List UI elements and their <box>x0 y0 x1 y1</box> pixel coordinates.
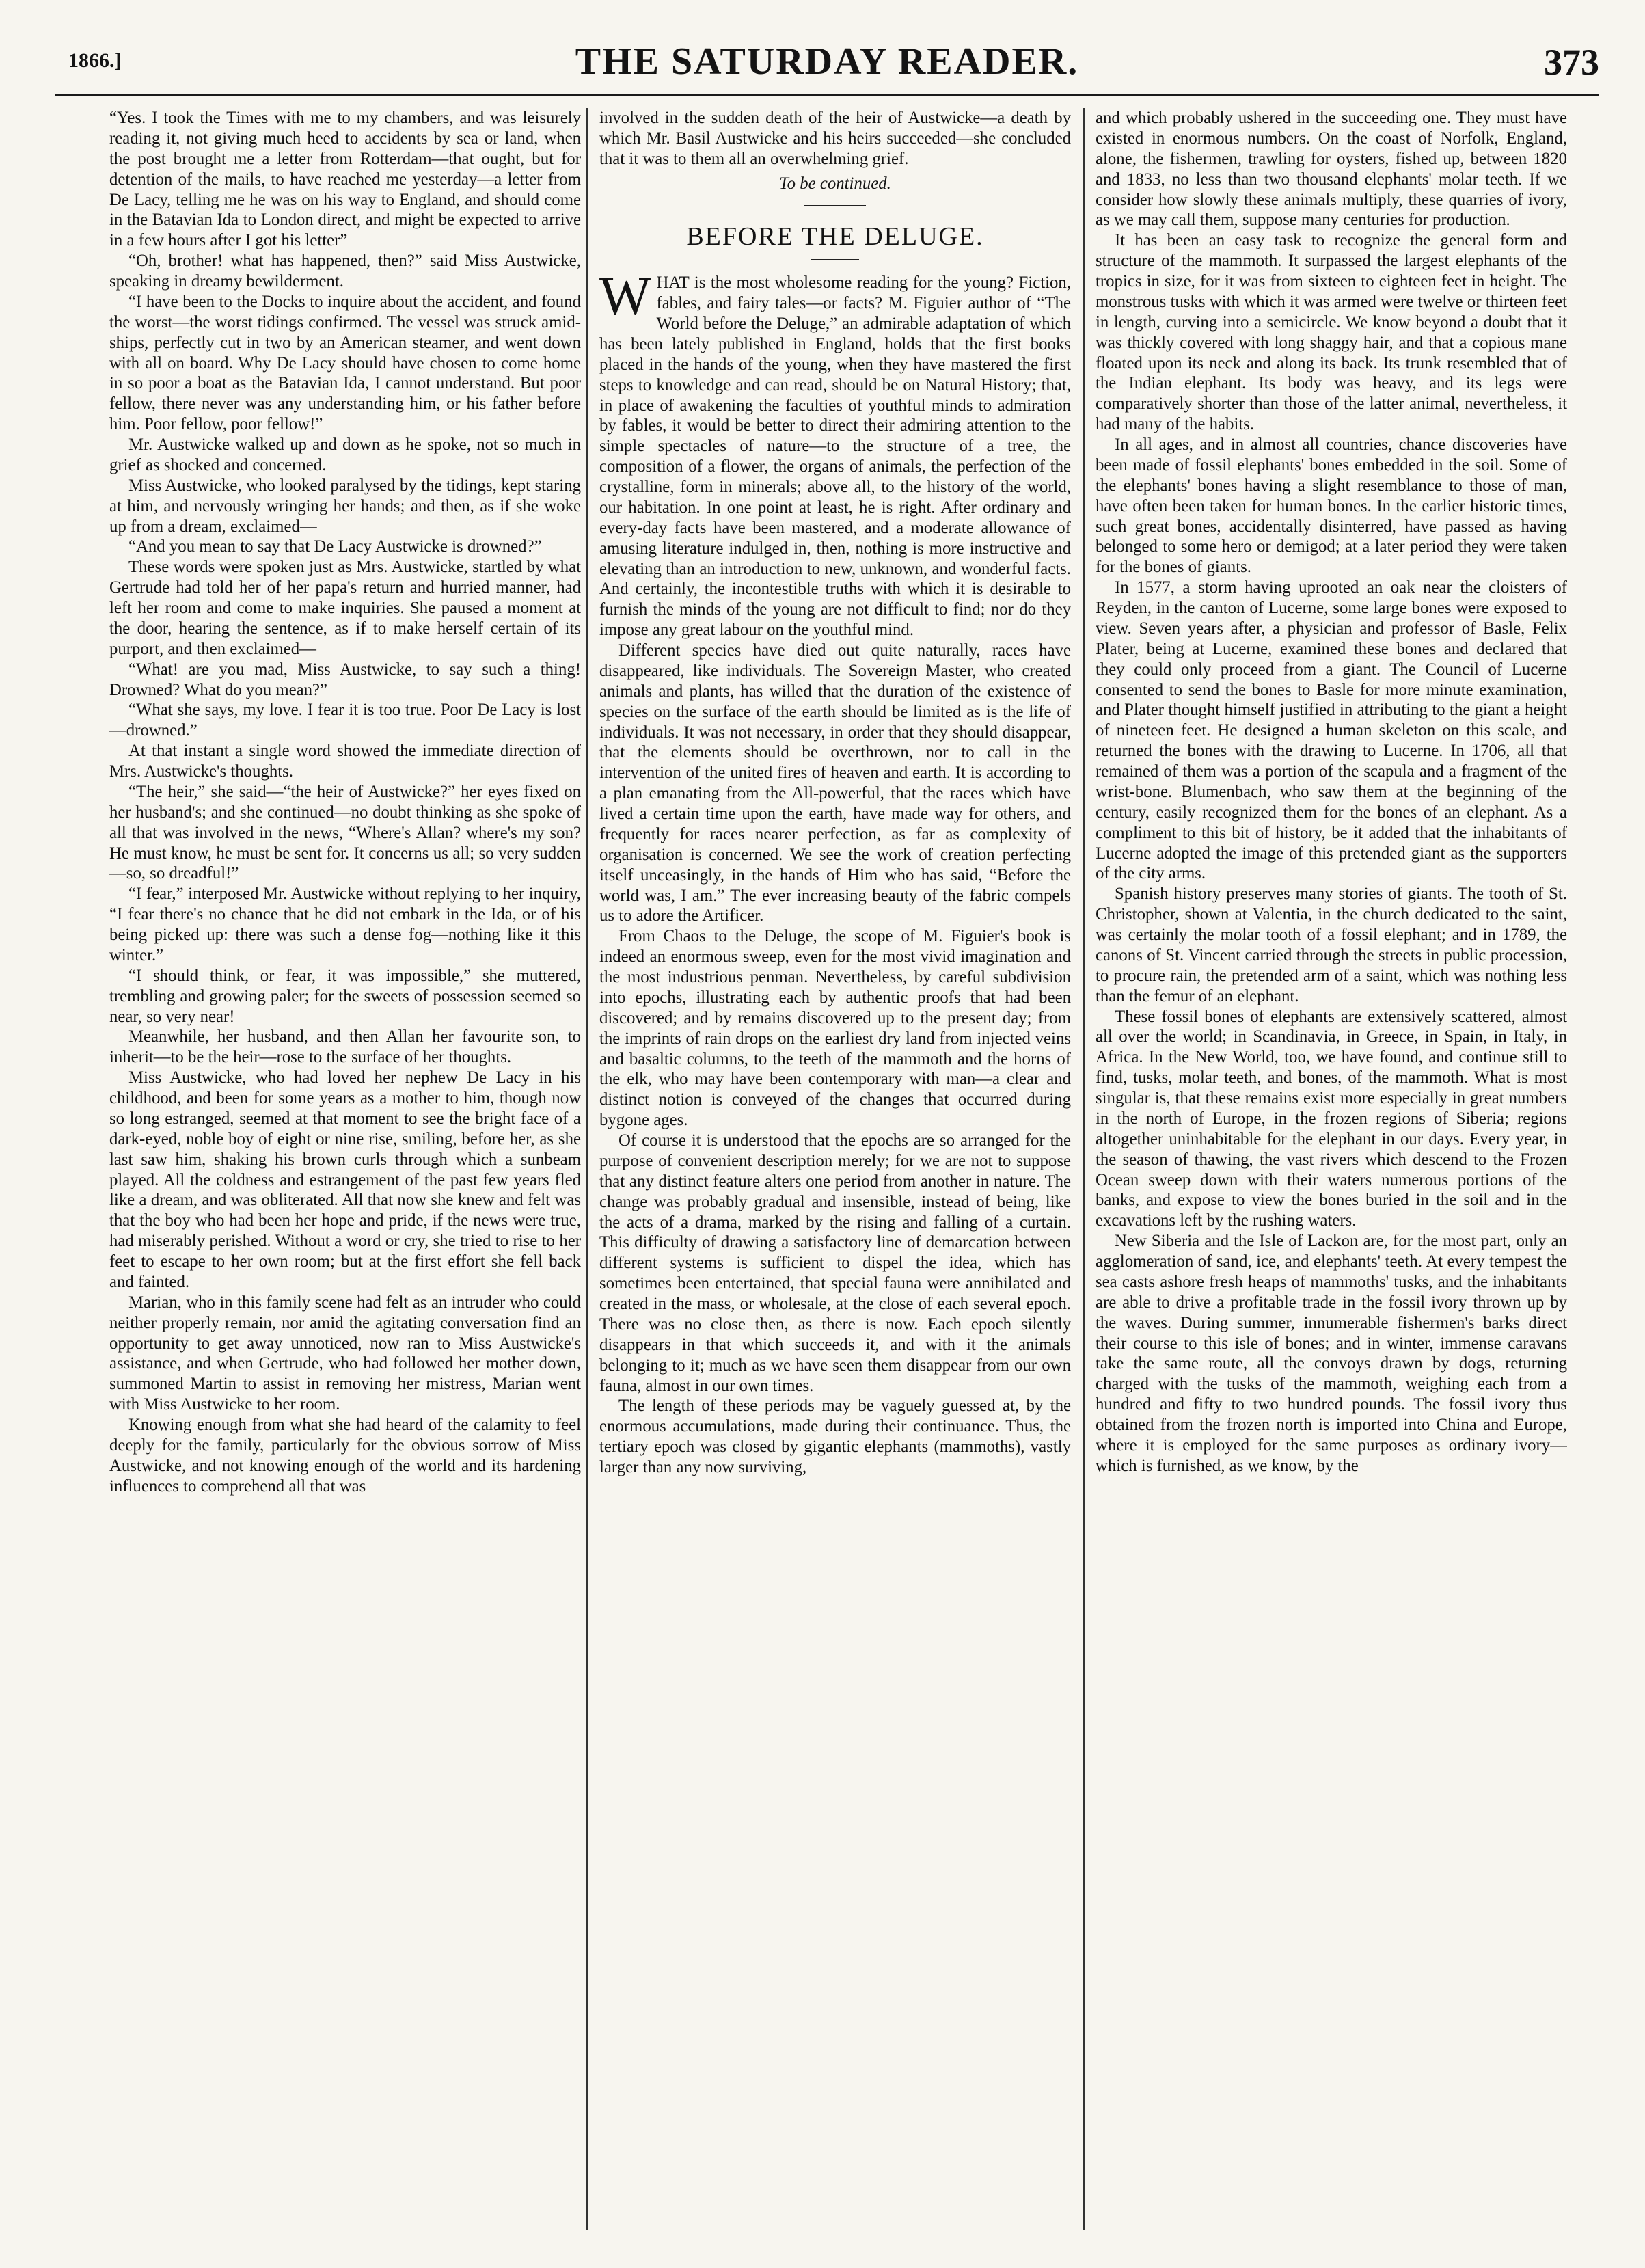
paragraph: These fossil bones of elephants are extensively scattered, almost all over the world; in Scandinavia, in Greece, in Spain, in Italy, in Africa. In the New World, too, we have found, and continue still to find, tusks, molar teeth, and bones, of the mammoth. What is most singular is, that these remains exist more especially in great numbers in the north of Europe, in the frozen regions of Siberia; regions altogether uninhabitable for the elephant in our days. Every year, in the season of thawing, the vast rivers which descend to the Frozen Ocean sweep down with their waters numerous portions of the banks, and expose to view the bones buried in the soil and in the excavations left by the rushing waters. <box>1096 1007 1567 1230</box>
article-heading: BEFORE THE DELUGE. <box>686 221 984 251</box>
paragraph: “What! are you mad, Miss Austwicke, to say such a thing! Drowned? What do you mean?” <box>109 660 581 699</box>
paragraph: and which probably ushered in the succeeding one. They must have existed in enormous numbers. On the coast of Norfolk, England, alone, the fishermen, trawling for oysters, fished up, between 1820 and 1833, no less than two thousand elephants' molar teeth. If we consider how slowly these animals multiply, these quarries of ivory, as we may call them, suppose many centuries for production. <box>1096 109 1567 230</box>
column-middle <box>599 108 1071 2230</box>
paragraph: These words were spoken just as Mrs. Austwicke, startled by what Gertrude had told her of her papa's return and hurried manner, had left her room and come to make inquiries. She paused a moment at the door, hearing the sentence, as if to make herself certain of its purport, and then exclaimed— <box>109 558 581 658</box>
paragraph: “I have been to the Docks to inquire about the accident, and found the worst—the worst tidings confirmed. The vessel was struck amid-ships, perfectly cut in two by an American steamer, and went down with all on board. Why De Lacy should have chosen to come home in so poor a boat as the Batavian Ida, I cannot understand. But poor fellow, there never was any understanding him, or his father before him. Poor fellow, poor fellow!” <box>109 292 581 434</box>
paragraph: From Chaos to the Deluge, the scope of M. Figuier's book is indeed an enormous sweep, even for the most vivid imagination and the most industrious penman. Nevertheless, by careful subdivision into epochs, illustrating each by authentic proofs that had been discovered; and by remains discovered up to the present day; from the imprints of rain drops on the earliest dry land from injected veins and basaltic columns, to the teeth of the mammoth and the horns of the elk, who may have been contemporary with man—a clear and distinct notion is conveyed of the changes that occurred during bygone ages. <box>599 927 1071 1130</box>
continued-note: To be continued. <box>779 174 891 193</box>
paragraph: “Oh, brother! what has happened, then?” said Miss Austwicke, speaking in dreamy bewilderment. <box>109 252 581 291</box>
article-lead-paragraph <box>599 267 1071 640</box>
paragraph: “And you mean to say that De Lacy Austwicke is drowned?” <box>128 537 542 556</box>
paragraph: The length of these periods may be vaguely guessed at, by the enormous accumulations, made during their continuance. Thus, the tertiary epoch was closed by gigantic elephants (mammoths), vastly larger than any now surviving, <box>599 1396 1071 1477</box>
paragraph: “I fear,” interposed Mr. Austwicke without replying to her inquiry, “I fear there's no chance that he did not embark in the Ida, or of his being picked up: there was such a dense fog—nothing like it this winter.” <box>109 885 581 964</box>
paragraph: Mr. Austwicke walked up and down as he spoke, not so much in grief as shocked and concerned. <box>109 435 581 474</box>
section-divider <box>804 205 866 206</box>
page-number: 373 <box>1544 42 1599 83</box>
column-left <box>109 108 581 2230</box>
paragraph: “What she says, my love. I fear it is too true. Poor De Lacy is lost—drowned.” <box>109 701 581 740</box>
paragraph: Spanish history preserves many stories of giants. The tooth of St. Christopher, shown at Valentia, in the church dedicated to the saint, was certainly the molar tooth of a fossil elephant; and in 1789, the canons of St. Vincent carried through the streets in public procession, to procure rain, the pretended arm of a saint, which was nothing less than the femur of an elephant. <box>1096 885 1567 1005</box>
paragraph: Marian, who in this family scene had felt as an intruder who could neither properly remain, nor amid the agitating conversation find an opportunity to get away unnoticed, now ran to Miss Austwicke's assistance, and when Gertrude, who had followed her mother down, summoned Martin to assist in removing her mistress, Marian went with Miss Austwicke to her room. <box>109 1293 581 1414</box>
paragraph: Meanwhile, her husband, and then Allan her favourite son, to inherit—to be the heir—rose to the surface of her thoughts. <box>109 1027 581 1067</box>
paragraph: Miss Austwicke, who had loved her nephew De Lacy in his childhood, and been for some years as a mother to him, though now so long estranged, seemed at that moment to see the bright face of a dark-eyed, noble boy of eight or nine rise, smiling, before her, as she last saw him, shaking his brown curls through which a sunbeam played. All the coldness and estrangement of the past few years fled like a dream, and was obliterated. All that now she knew and felt was that the boy who had been her hope and pride, if the news were true, had miserably perished. Without a word or cry, she tried to rise to her feet to escape to her own room; but at the first effort she fell back and fainted. <box>109 1068 581 1291</box>
column-divider <box>586 108 588 2230</box>
drop-cap: W <box>599 267 651 327</box>
paragraph: New Siberia and the Isle of Lackon are, for the most part, only an agglomeration of sand, ice, and elephants' teeth. At every tempest the sea casts ashore fresh heaps of mammoths' tusks, and the inhabitants are able to drive a profitable trade in the fossil ivory thrown up by the waves. During summer, innumerable fishermen's barks direct their course to this isle of bones; and in winter, immense caravans take the same route, all the convoys drawn by dogs, returning charged with the tusks of the mammoth, weighing each from a hundred and fifty to two hundred pounds. The fossil ivory thus obtained from the frozen north is imported into China and Europe, where it is employed for the same purposes as ordinary ivory—which is furnished, as we know, by the <box>1096 1232 1567 1475</box>
column-divider <box>1083 108 1085 2230</box>
lead-text: HAT is the most wholesome reading for the young? Fiction, fables, and fairy tales—or facts? M. Figuier author of “The World before the Deluge,” an admirable adaptation of which has been lately published in England, holds that the first books placed in the hands of the young, when they have mastered the first steps to knowledge and can read, should be on Natural History; that, in place of awakening the faculties of youthful minds to admiration by fables, it would be better to direct their admiring attention to the simple spectacles of nature—to the structure of a tree, the composition of a flower, the organs of animals, the perfection of the crystalline, form in minerals; above all, to the history of the world, our habitation. In one point at least, he is right. After ordinary and every-day facts have been mastered, and a moderate allowance of amusing literature indulged in, then, nothing is more instructive and elevating than an introduction to new, unknown, and wonderful facts. And certainly, the incontestible truths with which it is desirable to furnish the minds of the young are not difficult to find; nor do they impose any great labour on the youthful mind. <box>599 273 1071 640</box>
paragraph: “Yes. I took the Times with me to my chambers, and was leisurely reading it, not giving much heed to accidents by sea or land, when the post brought me a letter from Rotterdam—that ought, but for detention of the mails, to have reached me yesterday—a letter from De Lacy, telling me he was on his way to England, and should come in the Batavian Ida to London direct, and might be expected to arrive in a few hours after I got his letter” <box>109 109 581 250</box>
paragraph: In 1577, a storm having uprooted an oak near the cloisters of Reyden, in the canton of Lucerne, some large bones were exposed to view. Seven years after, a physician and professor of Basle, Felix Plater, being at Lucerne, examined these bones and declared that they could only proceed from a giant. The Council of Lucerne consented to send the bones to Basle for more minute examination, and Plater thought himself justified in attributing to the giant a height of nineteen feet. He designed a human skeleton on this scale, and returned the bones with the drawing to Lucerne. In 1706, all that remained of them was a portion of the scapula and a fragment of the wrist-bone. Blumenbach, who saw them at the beginning of the century, easily recognized them for the bones of an elephant. As a compliment to this bit of history, be it added that the inhabitants of Lucerne adopted the image of this pretended giant as the supporters of the city arms. <box>1096 578 1567 883</box>
issue-date: 1866.] <box>68 49 122 72</box>
paragraph: Knowing enough from what she had heard of the calamity to feel deeply for the family, particularly for the obvious sorrow of Miss Austwicke, and not knowing enough of the world and its hardening influences to comprehend all that was <box>109 1416 581 1496</box>
paragraph: Of course it is understood that the epochs are so arranged for the purpose of convenient description merely; for we are not to suppose that any distinct feature alters one period from another in nature. The change was probably gradual and insensible, instead of being, like the acts of a drama, marked by the rising and falling of a curtain. This difficulty of drawing a satisfactory line of demarcation between different systems is sufficient to dispel the idea, which has sometimes been entertained, that special fauna were annihilated and created in the mass, or wholesale, at the close of each several epoch. There was no close then, as there is now. Each epoch silently disappears in that which succeeds it, and with it the animals belonging to it; much as we have seen them disappear from our own fauna, almost in our own times. <box>599 1131 1071 1395</box>
paragraph: “The heir,” she said—“the heir of Austwicke?” her eyes fixed on her husband's; and she continued—no doubt thinking as she spoke of all that was involved in the news, “Where's Allan? where's my son? He must know, he must be sent for. It concerns us all; so very sudden—so, so dreadful!” <box>109 782 581 883</box>
paragraph: Different species have died out quite naturally, races have disappeared, like individuals. The Sovereign Master, who created animals and plants, has willed that the duration of the existence of species on the surface of the earth should be limited as is the life of individuals. It was not necessary, in order that they should disappear, that the elements should be overthrown, nor to call in the intervention of the united fires of heaven and earth. It is according to a plan emanating from the All-powerful, that the races which have lived a certain time upon the earth, have made way for others, and frequently for races nearer perfection, as far as complexity of organisation is concerned. We see the work of creation perfecting itself unceasingly, in the hands of Him who has said, “Before the world was, I am.” The ever increasing beauty of the fabric compels us to adore the Artificer. <box>599 641 1071 926</box>
story-ending: involved in the sudden death of the heir of Austwicke—a death by which Mr. Basil Austwicke and his heirs succeeded—she concluded that it was to them all an overwhelming grief. <box>599 109 1071 168</box>
paragraph: “I should think, or fear, it was impossible,” she muttered, trembling and growing paler; for the sweets of possession seemed so near, so very near! <box>109 966 581 1026</box>
paragraph: In all ages, and in almost all countries, chance discoveries have been made of fossil elephants' bones embedded in the soil. Some of the elephants' bones having a slight resemblance to those of man, have often been taken for human bones. In the earlier historic times, such great bones, accidentally disinterred, have passed as having belonged to some hero or demigod; at a later period they were taken for the bones of giants. <box>1096 435 1567 577</box>
column-right <box>1096 108 1567 2230</box>
page-header <box>55 26 1599 96</box>
heading-rule <box>811 259 859 260</box>
masthead-title: THE SATURDAY READER. <box>575 40 1079 83</box>
paragraph: It has been an easy task to recognize the general form and structure of the mammoth. It surpassed the largest elephants of the tropics in size, for it was from sixteen to eighteen feet in height. The monstrous tusks with which it was armed were twelve or thirteen feet in length, curving into a semicircle. We know beyond a doubt that it was thickly covered with long shaggy hair, and that a copious mane floated upon its neck and along its back. Its trunk resembled that of the Indian elephant. Its body was heavy, and its legs were comparatively shorter than those of the latter animal, nevertheless, it had many of the habits. <box>1096 231 1567 434</box>
paragraph: Miss Austwicke, who looked paralysed by the tidings, kept staring at him, and nervously wringing her hands; and then, as if she woke up from a dream, exclaimed— <box>109 476 581 536</box>
paragraph: At that instant a single word showed the immediate direction of Mrs. Austwicke's thoughts. <box>109 742 581 781</box>
